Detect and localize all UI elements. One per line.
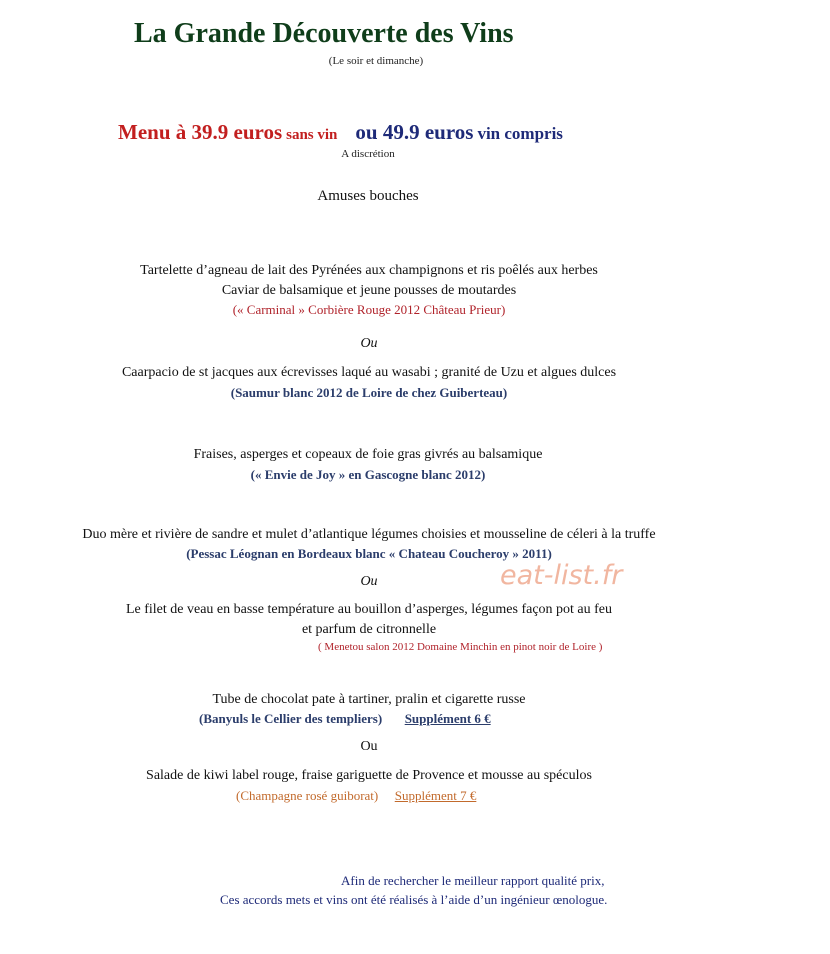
price-with-wine: ou 49.9 euros bbox=[355, 120, 474, 144]
dessert-option-a-supplement-link[interactable]: Supplément 6 € bbox=[404, 711, 491, 726]
dessert-option-b: Salade de kiwi label rouge, fraise gariguette de Provence et mousse au spéculos bbox=[146, 768, 592, 783]
footer-line1: Afin de rechercher le meilleur rapport qualité prix, bbox=[341, 873, 605, 888]
dessert-or: Ou bbox=[360, 739, 378, 754]
dessert-option-a-wine-line bbox=[199, 712, 491, 725]
price-without-wine-note: sans vin bbox=[286, 127, 338, 143]
course1-option-a-wine: (« Carminal » Corbière Rouge 2012 Château Prieur) bbox=[232, 302, 506, 317]
course3-option-b-wine: ( Menetou salon 2012 Domaine Minchin en pinot noir de Loire ) bbox=[318, 641, 603, 653]
price-without-wine: Menu à 39.9 euros bbox=[118, 120, 283, 144]
dessert-option-b-supplement-link[interactable]: Supplément 7 € bbox=[394, 788, 477, 803]
course3-option-a: Duo mère et rivière de sandre et mulet d’atlantique légumes choisies et mousseline de céleri à la truffe bbox=[82, 527, 656, 542]
course3-option-b-line2: et parfum de citronnelle bbox=[301, 622, 437, 637]
menu-title: La Grande Découverte des Vins bbox=[134, 18, 514, 49]
discretion-note: A discrétion bbox=[341, 148, 395, 160]
dessert-option-b-wine-line bbox=[236, 789, 476, 802]
price-with-wine-note: vin compris bbox=[477, 124, 563, 143]
course3-or: Ou bbox=[360, 574, 378, 589]
dessert-option-b-wine: (Champagne rosé guiborat) bbox=[236, 788, 379, 803]
course2-wine: (« Envie de Joy » en Gascogne blanc 2012) bbox=[250, 467, 486, 482]
dessert-option-a: Tube de chocolat pate à tartiner, pralin et cigarette russe bbox=[212, 692, 526, 707]
course1-option-a-line2: Caviar de balsamique et jeune pousses de moutardes bbox=[221, 283, 517, 298]
dessert-option-a-wine: (Banyuls le Cellier des templiers) bbox=[199, 711, 383, 726]
course1-option-b: Caarpacio de st jacques aux écrevisses laqué au wasabi ; granité de Uzu et algues dulces bbox=[121, 365, 617, 380]
watermark-logo: eat-list.fr bbox=[500, 560, 623, 591]
course3-option-a-wine: (Pessac Léognan en Bordeaux blanc « Chateau Coucheroy » 2011) bbox=[186, 546, 552, 561]
price-line bbox=[118, 122, 563, 143]
course1-option-a-line1: Tartelette d’agneau de lait des Pyrénées aux champignons et ris poêlés aux herbes bbox=[140, 263, 598, 278]
amuses-bouches-heading: Amuses bouches bbox=[317, 188, 419, 204]
course2-dish: Fraises, asperges et copeaux de foie gras givrés au balsamique bbox=[193, 447, 543, 462]
footer-line2: Ces accords mets et vins ont été réalisés à l’aide d’un ingénieur œnologue. bbox=[220, 892, 608, 907]
course3-option-b-line1: Le filet de veau en basse température au bouillon d’asperges, légumes façon pot au feu bbox=[125, 602, 613, 617]
course1-option-b-wine: (Saumur blanc 2012 de Loire de chez Guiberteau) bbox=[230, 385, 508, 400]
course1-or: Ou bbox=[360, 336, 378, 351]
menu-subtitle: (Le soir et dimanche) bbox=[328, 55, 424, 67]
